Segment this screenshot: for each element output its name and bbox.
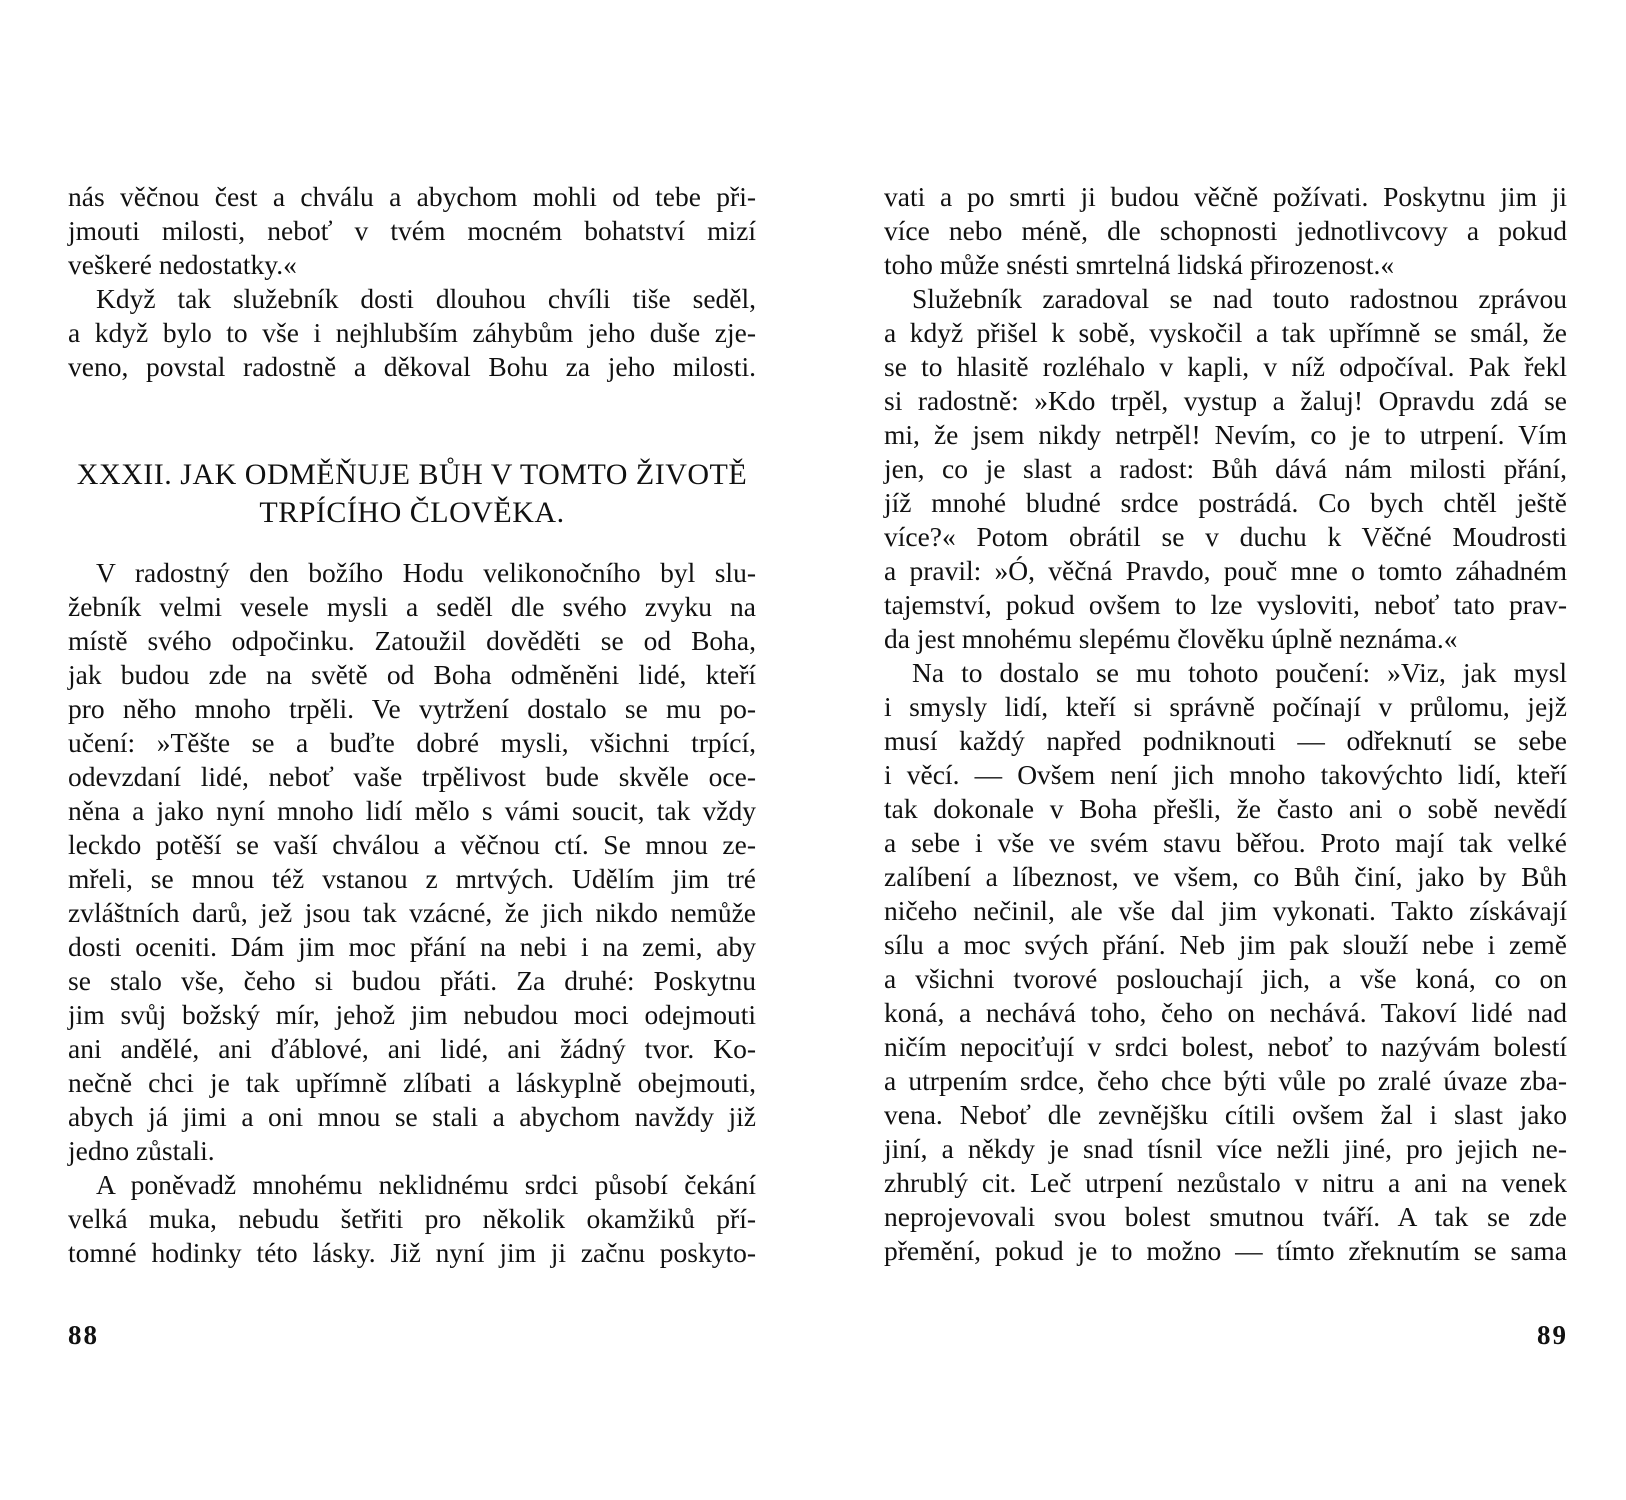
paragraph [68,1168,756,1270]
text-line: musí každý napřed podniknouti — odřeknutí se sebe [884,725,1567,756]
text-line: se stalo vše, čeho si budou přáti. Za druhé: Poskytnu [68,965,756,996]
text-line: jak budou zde na světě od Boha odměněni lidé, kteří [68,659,756,690]
text-line: A poněvadž mnohému neklidnému srdci působí čekání [96,1169,756,1200]
text-line: a když přišel k sobě, vyskočil a tak upřímně se smál, že [884,317,1567,348]
text-line: tak dokonale v Boha přešli, že často ani o sobě nevědí [884,793,1567,824]
text-line: neprojevovali svou bolest smutnou tváří. A tak se zde [884,1201,1567,1232]
text-line: tomné hodinky této lásky. Již nyní jim ji začnu poskyto- [68,1237,756,1268]
text-line: nečně chci je tak upřímně zlíbati a láskyplně obejmouti, [68,1067,756,1098]
text-line: mřeli, se mnou též vstanou z mrtvých. Udělím jim tré [68,863,756,894]
text-line: a pravil: »Ó, věčná Pravdo, pouč mne o tomto záhadném [884,555,1567,586]
text-line: koná, a nechává toho, čeho on nechává. Takoví lidé nad [884,997,1567,1028]
text-line: i věcí. — Ovšem není jich mnoho takovýchto lidí, kteří [884,759,1567,790]
text-line: tajemství, pokud ovšem to lze vysloviti, neboť tato prav- [884,589,1567,620]
text-line: veškeré nedostatky.« [68,249,297,280]
text-line: a když bylo to vše i nejhlubším záhybům jeho duše zje- [68,317,756,348]
text-line: a sebe i vše ve svém stavu běřou. Proto mají tak velké [884,827,1567,858]
text-line: přemění, pokud je to možno — tímto zřeknutím se sama [884,1235,1567,1266]
text-line: něna a jako nyní mnoho lidí mělo s vámi soucit, tak vždy [68,795,756,826]
text-line: Na to dostalo se mu tohoto poučení: »Viz, jak mysl [912,657,1567,688]
text-line: zalíbení a líbeznost, ve všem, co Bůh činí, jako by Bůh [884,861,1567,892]
text-line: leckdo potěší se vaší chválou a věčnou ctí. Se mnou ze- [68,829,756,860]
paragraph [884,180,1567,282]
paragraph [68,282,756,384]
text-line: V radostný den božího Hodu velikonočního byl slu- [96,557,756,588]
page-number-left: 88 [68,1320,99,1350]
text-line: místě svého odpočinku. Zatoužil dověděti se od Boha, [68,625,756,656]
text-line: Služebník zaradoval se nad touto radostnou zprávou [912,283,1567,314]
text-line: jiní, a někdy je snad tísnil více nežli jiné, pro jejich ne- [884,1133,1567,1164]
text-line: veno, povstal radostně a děkoval Bohu za jeho milosti. [68,351,756,382]
text-line: nás věčnou čest a chválu a abychom mohli od tebe při- [68,181,756,212]
text-line: se to hlasitě rozléhalo v kapli, v níž odpočíval. Pak řekl [884,351,1567,382]
text-line: více?« Potom obrátil se v duchu k Věčné Moudrosti [884,521,1567,552]
text-line: jim svůj božský mír, jehož jim nebudou moci odejmouti [68,999,756,1030]
text-line: více nebo méně, dle schopnosti jednotlivcovy a pokud [884,215,1567,246]
text-line: jedno zůstali. [68,1135,215,1166]
text-line: jen, co je slast a radost: Bůh dává nám milosti přání, [884,453,1567,484]
page-number-right: 89 [1537,1320,1568,1350]
paragraph [884,656,1567,1268]
text-line: Když tak služebník dosti dlouhou chvíli tiše seděl, [96,283,756,314]
right-page-text [884,180,1567,1268]
text-line: da jest mnohému slepému člověku úplně neznáma.« [884,623,1458,654]
text-line: zvláštních darů, jež jsou tak vzácné, že jich nikdo nemůže [68,897,756,928]
text-line: jmouti milosti, neboť v tvém mocném bohatství mizí [68,215,756,246]
text-line: jíž mnohé bludné srdce postrádá. Co bych chtěl ještě [884,487,1567,518]
text-line: a utrpením srdce, čeho chce býti vůle po zralé úvaze zba- [884,1065,1567,1096]
paragraph [68,180,756,282]
text-line: dosti oceniti. Dám jim moc přání na nebi i na zemi, aby [68,931,756,962]
text-line: sílu a moc svých přání. Neb jim pak slouží nebe i země [884,929,1567,960]
left-page-text [68,180,756,1270]
text-line: vena. Neboť dle zevnějšku cítili ovšem žal i slast jako [884,1099,1567,1130]
chapter-heading [68,456,756,532]
chapter-heading-line: TRPÍCÍHO ČLOVĚKA. [259,496,565,529]
text-line: odevzdaní lidé, neboť vaše trpělivost bude skvěle oce- [68,761,756,792]
text-line: si radostně: »Kdo trpěl, vystup a žaluj! Opravdu zdá se [884,385,1567,416]
text-line: zhrublý cit. Leč utrpení nezůstalo v nitru a ani na venek [884,1167,1567,1198]
text-line: ničeho nečinil, ale vše dal jim vykonati. Takto získávají [884,895,1567,926]
text-line: toho může snésti smrtelná lidská přirozenost.« [884,249,1395,280]
text-line: i smysly lidí, kteří si správně počínají v průlomu, jejž [884,691,1567,722]
paragraph [884,282,1567,656]
text-line: velká muka, nebudu šetřiti pro několik okamžiků pří- [68,1203,756,1234]
text-line: žebník velmi vesele mysli a seděl dle svého zvyku na [68,591,756,622]
text-line: vati a po smrti ji budou věčně požívati. Poskytnu jim ji [884,181,1567,212]
text-line: a všichni tvorové poslouchají jich, a vše koná, co on [884,963,1567,994]
paragraph [68,556,756,1168]
chapter-heading-line: XXXII. JAK ODMĚŇUJE BŮH V TOMTO ŽIVOTĚ [76,458,748,491]
text-line: abych já jimi a oni mnou se stali a abychom navždy již [68,1101,756,1132]
text-line: ničím nepociťují v srdci bolest, neboť to nazývám bolestí [884,1031,1567,1062]
text-line: pro něho mnoho trpěli. Ve vytržení dostalo se mu po- [68,693,756,724]
text-line: mi, že jsem nikdy netrpěl! Nevím, co je to utrpení. Vím [884,419,1567,450]
text-line: ani andělé, ani ďáblové, ani lidé, ani žádný tvor. Ko- [68,1033,756,1064]
text-line: učení: »Těšte se a buďte dobré mysli, všichni trpící, [68,727,756,758]
